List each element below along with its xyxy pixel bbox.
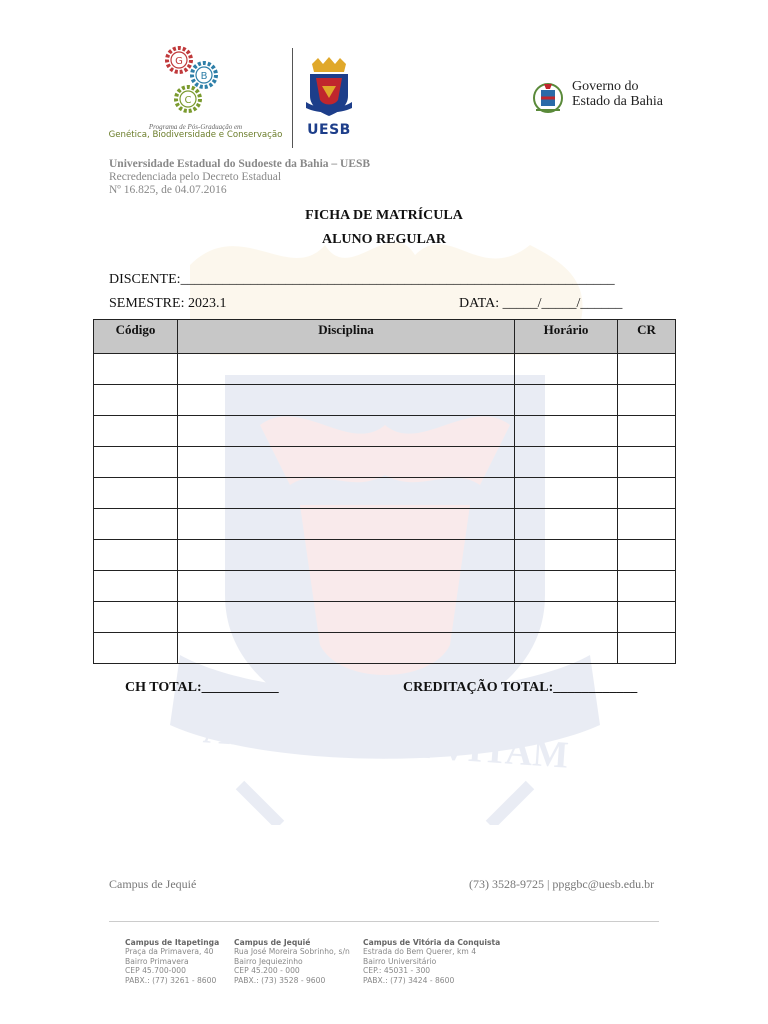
horario-cell[interactable] (515, 416, 618, 447)
form-subtitle: ALUNO REGULAR (321, 232, 447, 247)
table-row (94, 509, 676, 540)
gear-c-icon (176, 87, 200, 111)
cr-cell[interactable] (618, 385, 676, 416)
gear-g-icon (167, 48, 191, 72)
campus-itapetinga (125, 938, 219, 985)
gear-b-icon (192, 63, 216, 87)
bahia-line1: Governo do (572, 79, 639, 94)
campus-address-line: CEP 45.200 - 000 (234, 966, 300, 976)
disciplina-cell[interactable] (178, 602, 515, 633)
ch-total-field[interactable]: CH TOTAL:___________ (125, 680, 279, 695)
header-divider (292, 48, 293, 148)
institution-block (109, 158, 370, 197)
codigo-cell[interactable] (94, 540, 178, 571)
footer-campus: Campus de Jequié (109, 877, 197, 891)
program-caption-small: Programa de Pós-Graduação em (148, 123, 243, 131)
semestre-label: SEMESTRE: 2023.1 (109, 296, 227, 311)
col-header-cr: CR (618, 320, 676, 354)
creditacao-total-field[interactable]: CREDITAÇÃO TOTAL:____________ (403, 680, 638, 695)
gear-c-letter: C (184, 95, 192, 106)
campus-address-line: Rua José Moreira Sobrinho, s/n (234, 947, 350, 957)
cr-cell[interactable] (618, 354, 676, 385)
campus-address-line: PABX.: (77) 3424 - 8600 (363, 975, 455, 985)
campus-address-line: CEP 45.700-000 (125, 966, 186, 976)
footer-divider (109, 921, 659, 922)
institution-name: Universidade Estadual do Sudoeste da Bahia – UESB (109, 158, 371, 170)
campus-name: Campus de Jequié (234, 938, 311, 947)
cr-cell[interactable] (618, 571, 676, 602)
codigo-cell[interactable] (94, 478, 178, 509)
campus-address-line: PABX.: (73) 3528 - 9600 (234, 975, 326, 985)
codigo-cell[interactable] (94, 571, 178, 602)
campus-address-line: Praça da Primavera, 40 (125, 947, 214, 957)
horario-cell[interactable] (515, 385, 618, 416)
codigo-cell[interactable] (94, 602, 178, 633)
enrollment-table (93, 319, 676, 664)
institution-decree-number: Nº 16.825, de 04.07.2016 (109, 184, 227, 196)
horario-cell[interactable] (515, 509, 618, 540)
table-row (94, 385, 676, 416)
horario-cell[interactable] (515, 602, 618, 633)
codigo-cell[interactable] (94, 633, 178, 664)
codigo-cell[interactable] (94, 509, 178, 540)
uesb-crest-icon (304, 56, 354, 118)
data-field[interactable]: DATA: _____/_____/______ (459, 296, 623, 311)
cr-cell[interactable] (618, 633, 676, 664)
col-header-disciplina: Disciplina (178, 320, 515, 354)
horario-cell[interactable] (515, 354, 618, 385)
table-row (94, 571, 676, 602)
disciplina-cell[interactable] (178, 540, 515, 571)
program-caption-main: Genética, Biodiversidade e Conservação (108, 130, 283, 141)
gear-g-letter: G (175, 56, 183, 67)
discente-label: DISCENTE: (109, 272, 181, 287)
campus-address-line: Bairro Jequiezinho (234, 956, 303, 966)
table-row (94, 540, 676, 571)
cr-cell[interactable] (618, 478, 676, 509)
campus-name: Campus de Vitória da Conquista (363, 938, 501, 947)
campus-address-line: PABX.: (77) 3261 - 8600 (125, 975, 217, 985)
cr-cell[interactable] (618, 447, 676, 478)
bahia-government-label (572, 79, 663, 109)
horario-cell[interactable] (515, 540, 618, 571)
codigo-cell[interactable] (94, 385, 178, 416)
table-row (94, 478, 676, 509)
cr-cell[interactable] (618, 509, 676, 540)
watermark-motto: AD PLENAM VITAM (201, 709, 570, 777)
horario-cell[interactable] (515, 571, 618, 602)
cr-cell[interactable] (618, 416, 676, 447)
disciplina-cell[interactable] (178, 385, 515, 416)
gear-b-letter: B (200, 71, 208, 82)
table-header-row (94, 320, 676, 354)
cr-cell[interactable] (618, 602, 676, 633)
table-row (94, 633, 676, 664)
campus-address-line: Bairro Universitário (363, 956, 437, 966)
institution-decree: Recredenciada pelo Decreto Estadual (109, 171, 282, 183)
campus-address-line: Estrada do Bem Querer, km 4 (363, 947, 477, 957)
col-header-horario: Horário (515, 320, 618, 354)
campus-vitoria-da-conquista (363, 938, 500, 985)
table-row (94, 354, 676, 385)
cr-cell[interactable] (618, 540, 676, 571)
campus-name: Campus de Itapetinga (125, 938, 220, 947)
disciplina-cell[interactable] (178, 478, 515, 509)
bahia-line2: Estado da Bahia (572, 94, 663, 109)
codigo-cell[interactable] (94, 416, 178, 447)
campus-jequie (234, 938, 350, 985)
table-row (94, 416, 676, 447)
bahia-coat-of-arms-icon (530, 80, 566, 116)
form-title: FICHA DE MATRÍCULA (305, 208, 463, 223)
table-row (94, 602, 676, 633)
codigo-cell[interactable] (94, 354, 178, 385)
horario-cell[interactable] (515, 633, 618, 664)
disciplina-cell[interactable] (178, 416, 515, 447)
gbc-program-caption (108, 124, 283, 140)
campus-address-line: Bairro Primavera (125, 956, 189, 966)
disciplina-cell[interactable] (178, 354, 515, 385)
disciplina-cell[interactable] (178, 633, 515, 664)
discente-field[interactable] (109, 272, 615, 288)
horario-cell[interactable] (515, 478, 618, 509)
disciplina-cell[interactable] (178, 509, 515, 540)
footer-contact: (73) 3528-9725 | ppggbc@uesb.edu.br (469, 877, 655, 891)
table-row (94, 447, 676, 478)
horario-cell[interactable] (515, 447, 618, 478)
discente-blank[interactable]: ______________________________________________________________ (180, 272, 615, 287)
campus-address-line: CEP.: 45031 - 300 (363, 966, 431, 976)
disciplina-cell[interactable] (178, 447, 515, 478)
disciplina-cell[interactable] (178, 571, 515, 602)
uesb-wordmark: UESB (307, 122, 351, 138)
col-header-codigo: Código (94, 320, 178, 354)
codigo-cell[interactable] (94, 447, 178, 478)
